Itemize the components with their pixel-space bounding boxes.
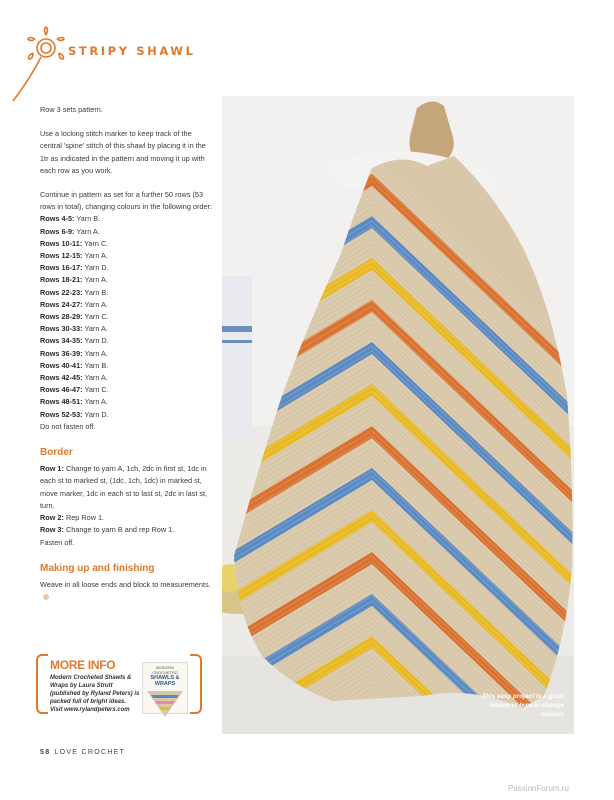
- list-item: Rows 52-53: Yarn D.: [40, 409, 109, 419]
- list-item: Rows 16-17: Yarn D.: [40, 263, 109, 273]
- list-item: Rows 4-5: Yarn B.: [40, 214, 101, 224]
- list-item: Rows 30-33: Yarn A.: [40, 324, 108, 334]
- end-mark-icon: [43, 594, 49, 600]
- list-item: Rows 36-39: Yarn A.: [40, 348, 108, 358]
- more-info-bracket-left: [36, 654, 48, 714]
- intro-paragraph: Row 3 sets pattern.: [40, 105, 103, 114]
- more-info-text: Modern Crocheted Shawls & Wraps by Laura Strutt (published by Ryland Peters) is packed full of bright ideas. Visit www.rylandpeters.com: [50, 675, 140, 713]
- finishing-heading: Making up and finishing: [40, 562, 155, 574]
- border-instructions: Row 1: Change to yarn A, 1ch, 2dc in first st, 1dc in each st to marked st, (1dc, 1ch, 1dc) in marked st, move marker, 1dc in each st to last st, 2dc in last st, turn. Row 2: Rep Row 1. Row 3: Change to yarn B and rep Row 1. Fasten off.: [40, 464, 208, 547]
- border-heading: Border: [40, 447, 73, 459]
- list-item: Rows 18-21: Yarn A.: [40, 275, 108, 285]
- list-item: Rows 42-45: Yarn A.: [40, 373, 108, 383]
- do-not-fasten-text: Do not fasten off.: [40, 421, 96, 431]
- watermark: PassionForum.ru: [508, 784, 569, 793]
- book-cover-image: MODERN CROCHETED SHAWLS & WRAPS: [142, 662, 188, 714]
- photo-caption: This easy project is a great lesson in how to change colours: [481, 693, 564, 718]
- more-info-bracket-right: [190, 654, 202, 714]
- list-item: Rows 48-51: Yarn A.: [40, 397, 108, 407]
- list-item: Rows 6-9: Yarn A.: [40, 226, 100, 236]
- list-item: Rows 22-23: Yarn B.: [40, 287, 109, 297]
- intro-paragraph: Use a locking stitch marker to keep track of the central 'spine' stitch of this shawl by placing it in the 1tr as indicated in the pattern and moving it up with each row as you work.: [40, 129, 206, 175]
- list-item: Rows 34-35: Yarn D.: [40, 336, 109, 346]
- shawl-photo: [222, 96, 574, 734]
- intro-paragraph: Continue in pattern as set for a further 50 rows (53 rows in total), changing colours in the following order:: [40, 190, 212, 212]
- shawl-photo-drawing: [222, 96, 574, 734]
- book-cover-shawl-icon: [143, 687, 187, 719]
- magazine-name: LOVE CROCHET: [54, 749, 126, 756]
- flower-logo-icon: [8, 26, 68, 106]
- finishing-text: Weave in all loose ends and block to measurements.: [40, 579, 212, 603]
- list-item: Rows 10-11: Yarn C.: [40, 238, 109, 248]
- list-item: Rows 12-15: Yarn A.: [40, 251, 108, 261]
- page-footer: [40, 749, 125, 756]
- list-item: Rows 28-29: Yarn C.: [40, 312, 109, 322]
- more-info-title: MORE INFO: [50, 658, 116, 672]
- pattern-text-column: [40, 104, 212, 603]
- colour-order-list: [40, 213, 212, 433]
- page-number: 58: [40, 749, 51, 756]
- list-item: Rows 24-27: Yarn A.: [40, 299, 108, 309]
- list-item: Rows 46-47: Yarn C.: [40, 385, 109, 395]
- list-item: Rows 40-41: Yarn B.: [40, 360, 109, 370]
- section-title: STRIPY SHAWL: [68, 44, 196, 58]
